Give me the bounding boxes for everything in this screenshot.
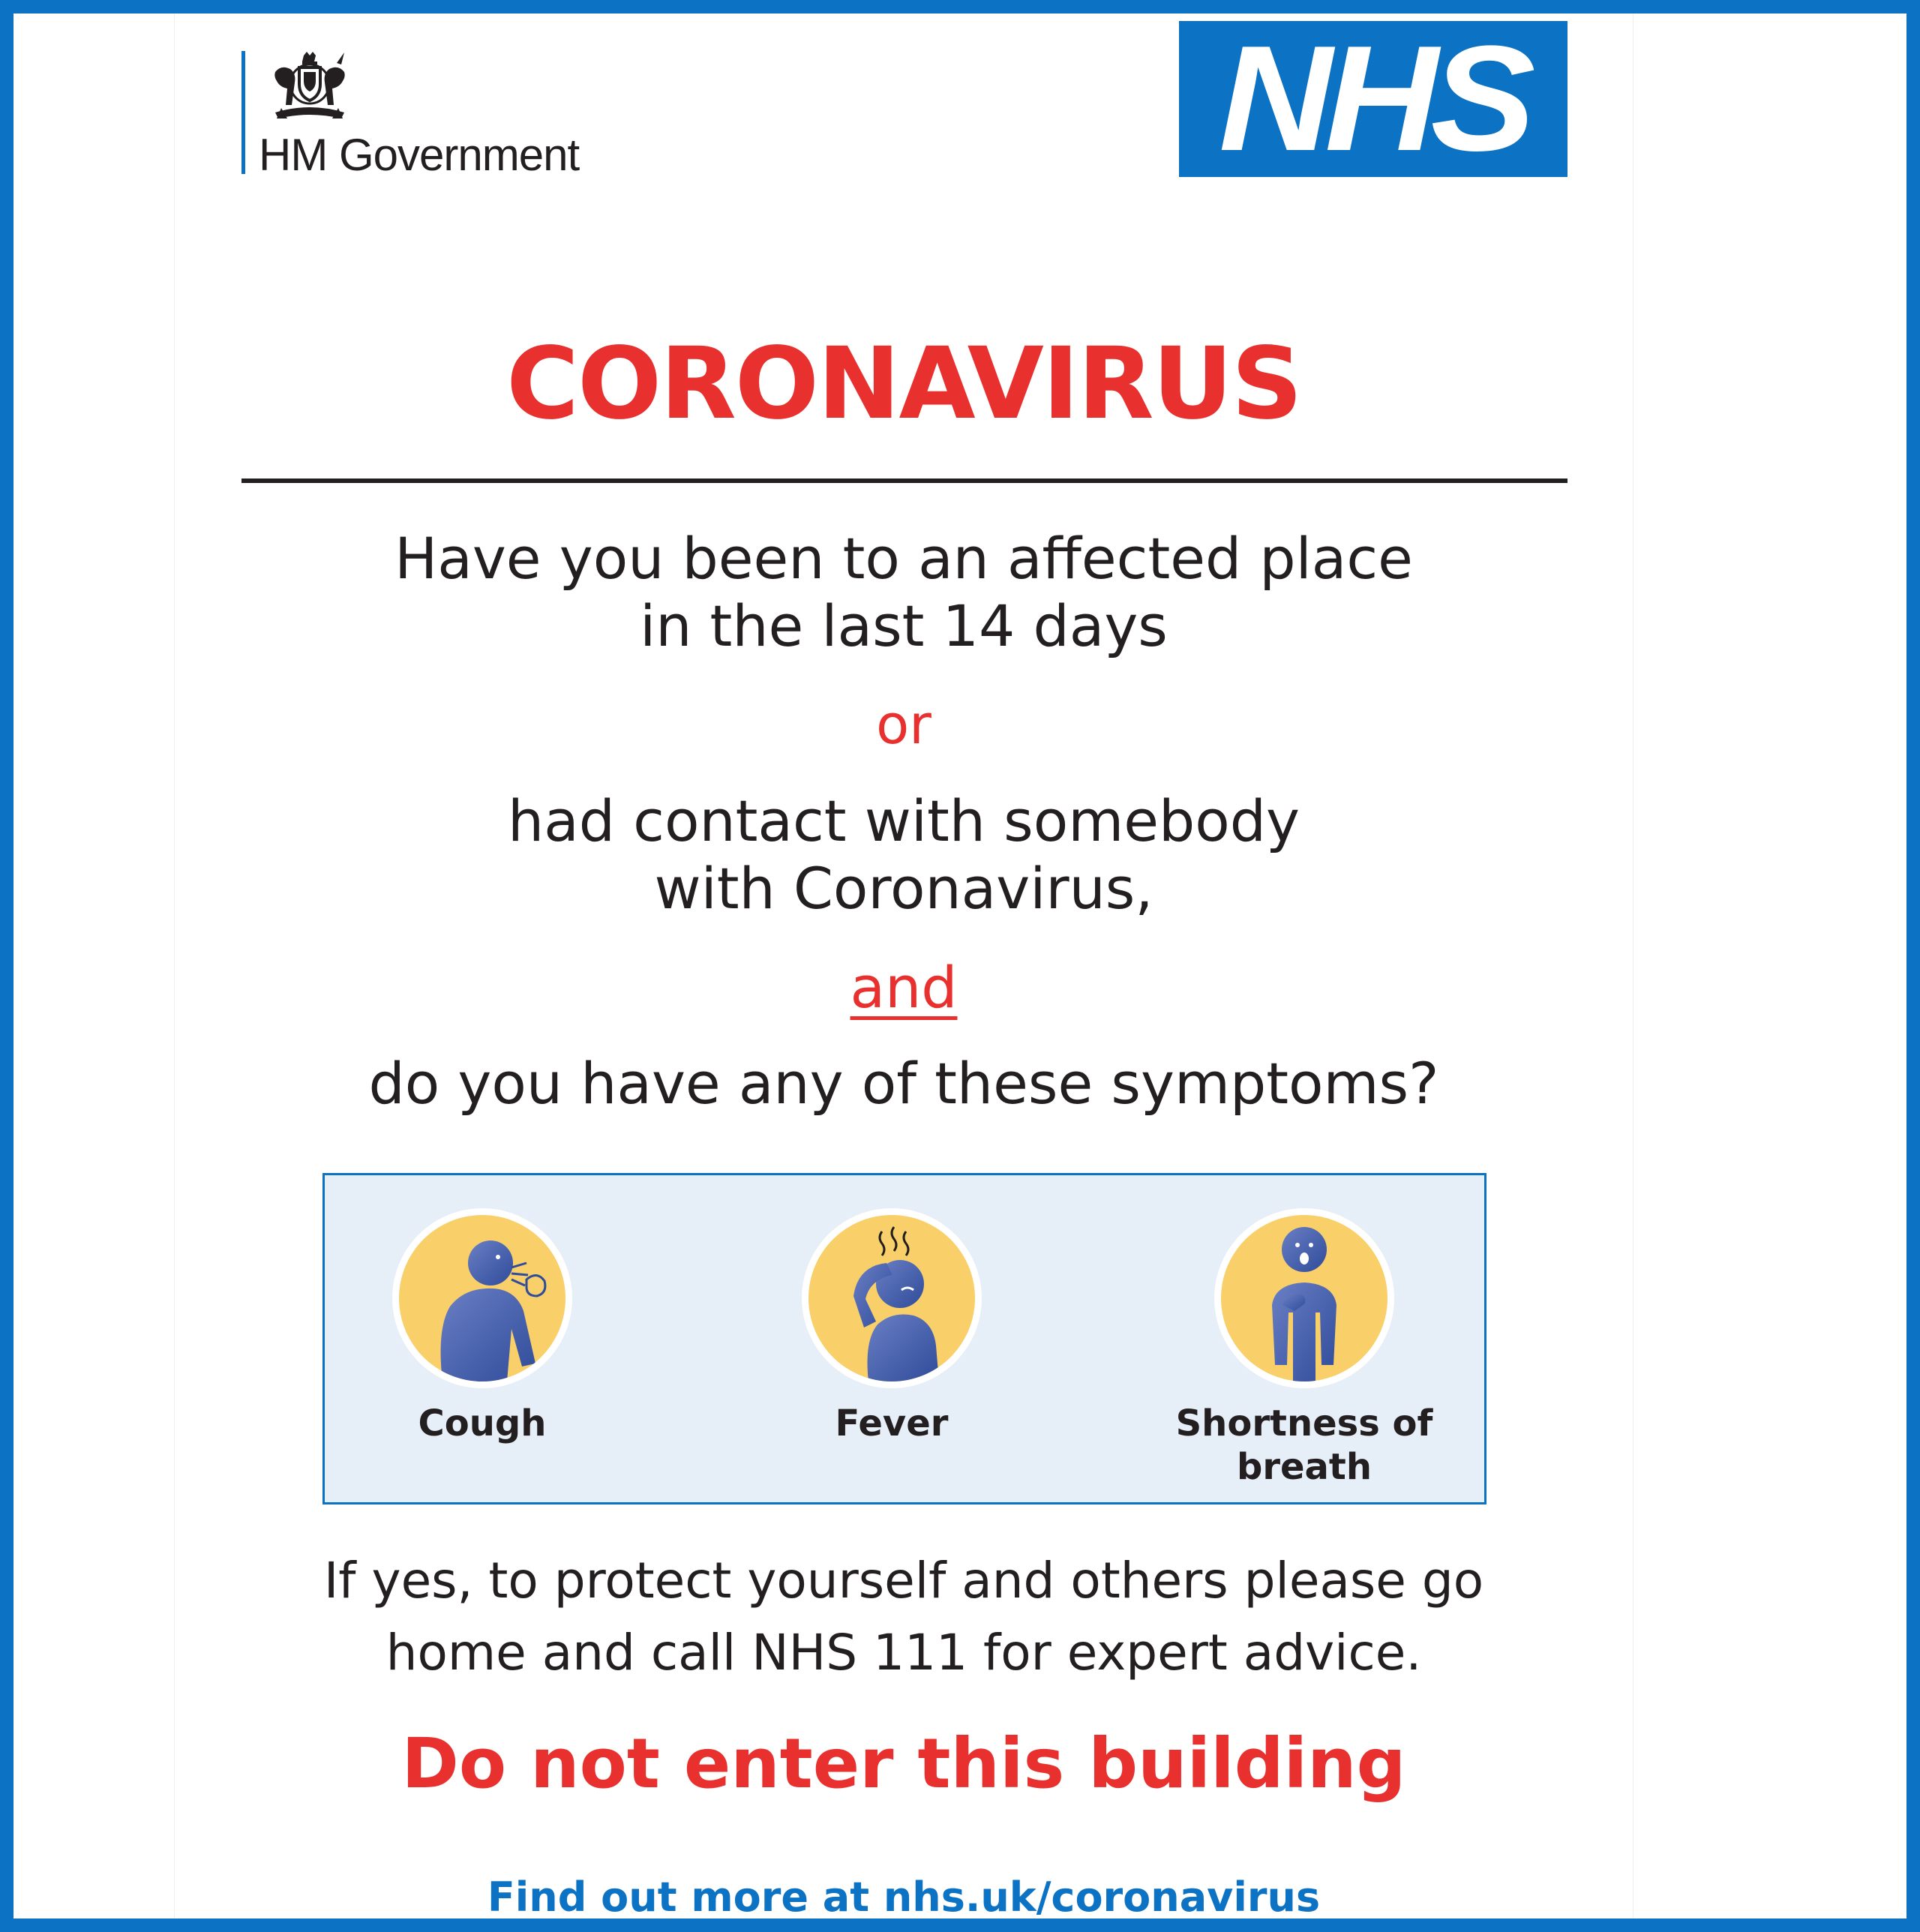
hm-government-wordmark: HM Government [259, 130, 580, 180]
symptom-cough [325, 1208, 640, 1445]
symptom-shortness-of-breath [1147, 1208, 1462, 1489]
connector-and [0, 954, 1808, 1021]
title-divider [242, 478, 1568, 483]
royal-coat-of-arms-icon [265, 51, 355, 126]
nhs-logo [1179, 21, 1568, 177]
connector-and-text: and [850, 954, 958, 1021]
footer-link[interactable]: Find out more at nhs.uk/coronavirus [487, 1874, 1321, 1921]
symptom-label-line-2: breath [1236, 1446, 1372, 1488]
symptom-label: Cough [418, 1402, 547, 1444]
fever-icon [808, 1215, 975, 1382]
symptom-fever [734, 1208, 1049, 1445]
advice-line-2: home and call NHS 111 for expert advice. [386, 1624, 1422, 1682]
nhs-wordmark: NHS [1219, 21, 1528, 177]
symptom-label: Fever [835, 1402, 949, 1444]
question-line-2: in the last 14 days [640, 592, 1168, 659]
cough-icon [399, 1215, 566, 1382]
connector-or: or [876, 693, 932, 756]
question-line-1: Have you been to an affected place [394, 525, 1413, 592]
symptom-icon-ring [1214, 1208, 1394, 1388]
question-line-3: had contact with somebody [508, 788, 1300, 854]
question-line-5: do you have any of these symptoms? [368, 1050, 1439, 1117]
symptoms-panel [322, 1173, 1486, 1504]
shortness-of-breath-icon [1221, 1215, 1388, 1382]
poster-title: CORONAVIRUS [506, 326, 1301, 442]
question-line-4: with Coronavirus, [654, 855, 1154, 922]
symptom-icon-ring [392, 1208, 572, 1388]
symptom-label [1147, 1402, 1462, 1489]
hm-government-logo [242, 51, 580, 180]
symptom-label-line-1: Shortness of [1175, 1402, 1433, 1444]
symptom-icon-ring [802, 1208, 982, 1388]
advice-line-1: If yes, to protect yourself and others please go [323, 1552, 1484, 1610]
do-not-enter-warning: Do not enter this building [401, 1724, 1406, 1804]
